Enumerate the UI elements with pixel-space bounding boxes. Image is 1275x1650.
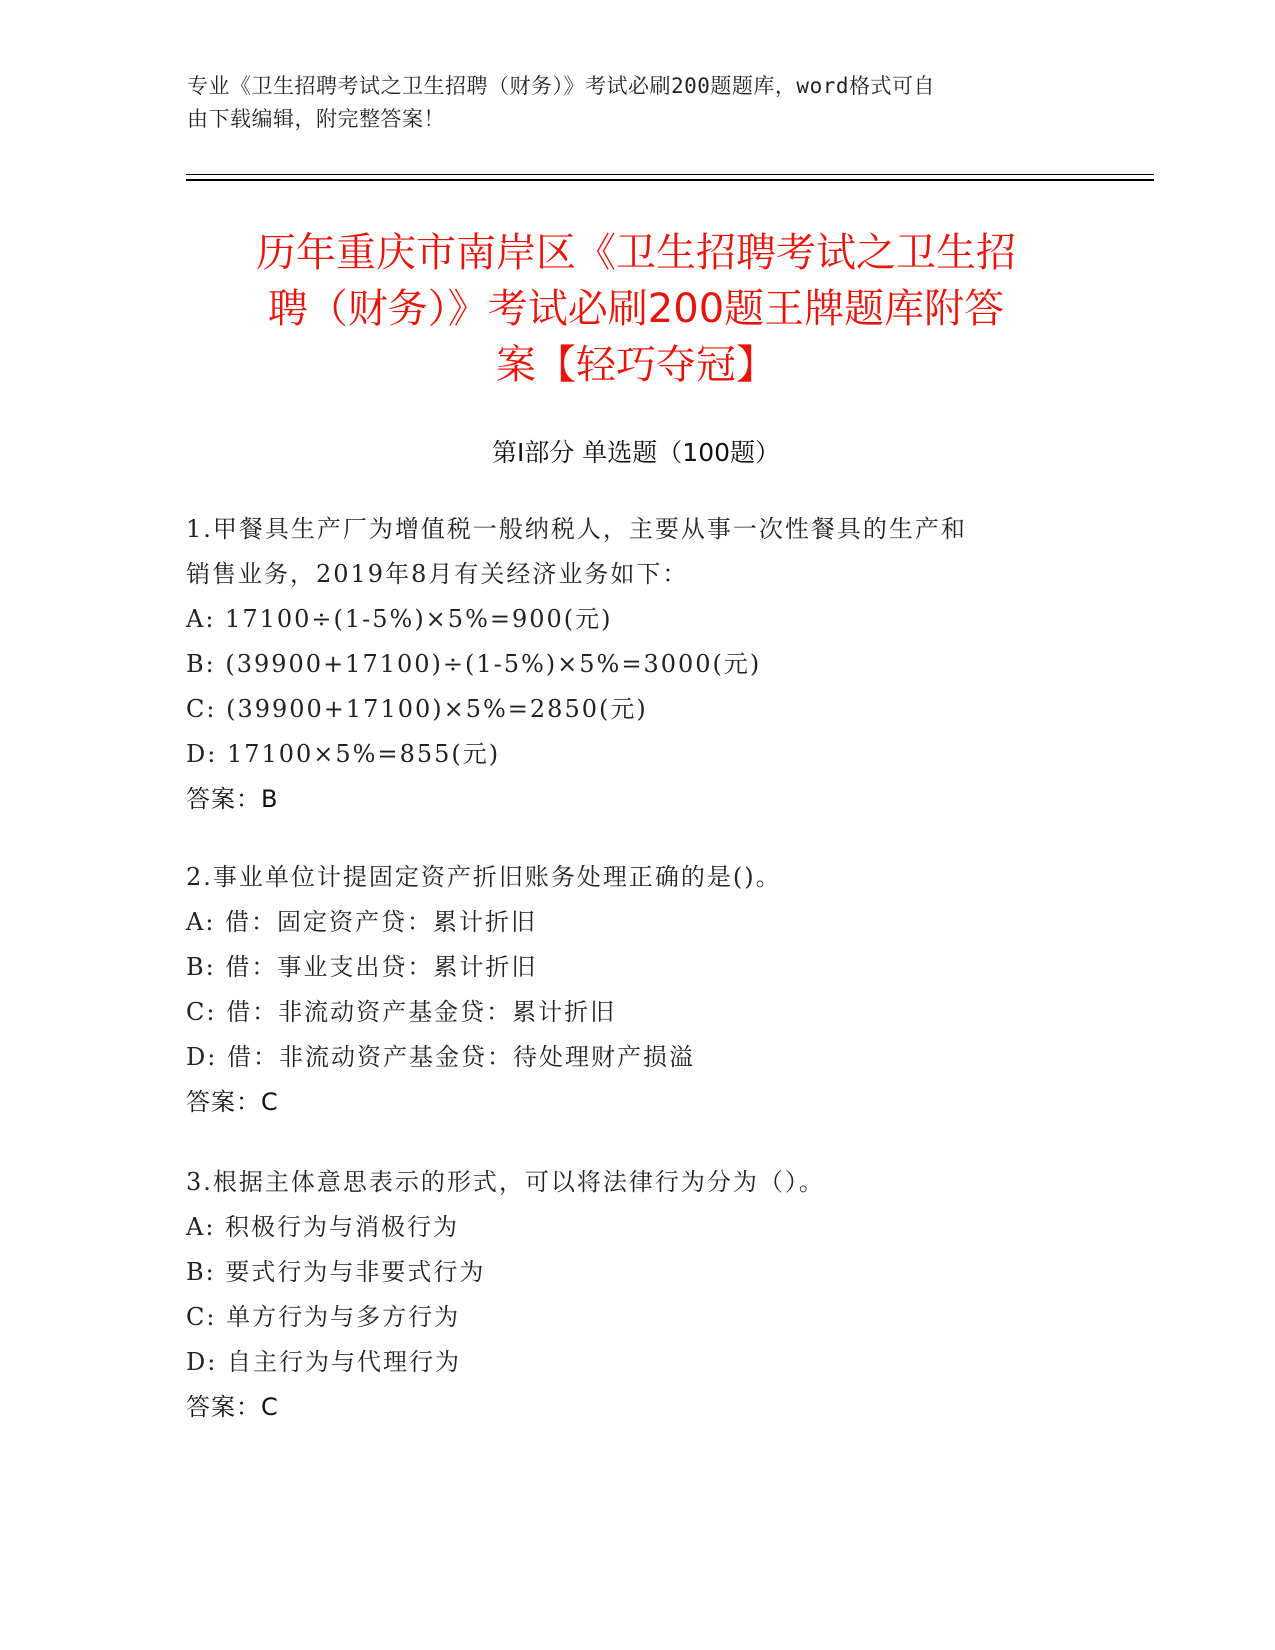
question-1-option-b: B: (39900+17100)÷(1-5%)×5%=3000(元) [186,650,762,678]
question-2-option-d: D: 借：非流动资产基金贷：待处理财产损溢 [186,1043,695,1071]
question-2 [186,855,1086,1125]
question-1 [186,507,1086,822]
question-3-option-d: D: 自主行为与代理行为 [186,1348,461,1376]
document-title-line-1: 历年重庆市南岸区《卫生招聘考试之卫生招 [256,230,1016,276]
question-1-option-c: C: (39900+17100)×5%=2850(元) [186,695,648,723]
question-2-option-a: A: 借：固定资产贷：累计折旧 [186,908,538,936]
question-3-answer: 答案：C [186,1393,279,1421]
header-divider-top [186,174,1154,175]
document-title-line-2: 聘（财务）》考试必刷200题王牌题库附答 [267,286,1005,332]
question-3-option-a: A: 积极行为与消极行为 [186,1213,460,1241]
header-note [187,70,1067,136]
document-title-line-3: 案【轻巧夺冠】 [496,342,776,388]
question-2-stem: 2.事业单位计提固定资产折旧账务处理正确的是()。 [186,863,782,891]
question-1-stem-line-2: 销售业务，2019年8月有关经济业务如下： [186,560,689,588]
question-2-option-b: B: 借：事业支出贷：累计折旧 [186,953,538,981]
section-heading: 第Ⅰ部分 单选题（100题） [491,438,781,467]
question-1-option-d: D: 17100×5%=855(元) [186,740,501,768]
question-1-option-a: A: 17100÷(1-5%)×5%=900(元) [186,605,613,633]
question-2-answer: 答案：C [186,1088,279,1116]
question-3 [186,1160,1086,1430]
question-3-option-b: B: 要式行为与非要式行为 [186,1258,486,1286]
question-3-option-c: C: 单方行为与多方行为 [186,1303,461,1331]
question-3-stem: 3.根据主体意思表示的形式，可以将法律行为分为（）。 [186,1168,825,1196]
header-divider-bottom [186,179,1154,181]
header-note-line-1: 专业《卫生招聘考试之卫生招聘（财务）》考试必刷200题题库，word格式可自 [187,74,935,98]
document-title [186,225,1086,393]
question-1-answer: 答案：B [186,785,279,813]
question-1-stem-line-1: 1.甲餐具生产厂为增值税一般纳税人，主要从事一次性餐具的生产和 [186,515,967,543]
question-2-option-c: C: 借：非流动资产基金贷：累计折旧 [186,998,617,1026]
header-note-line-2: 由下载编辑，附完整答案！ [187,107,445,131]
